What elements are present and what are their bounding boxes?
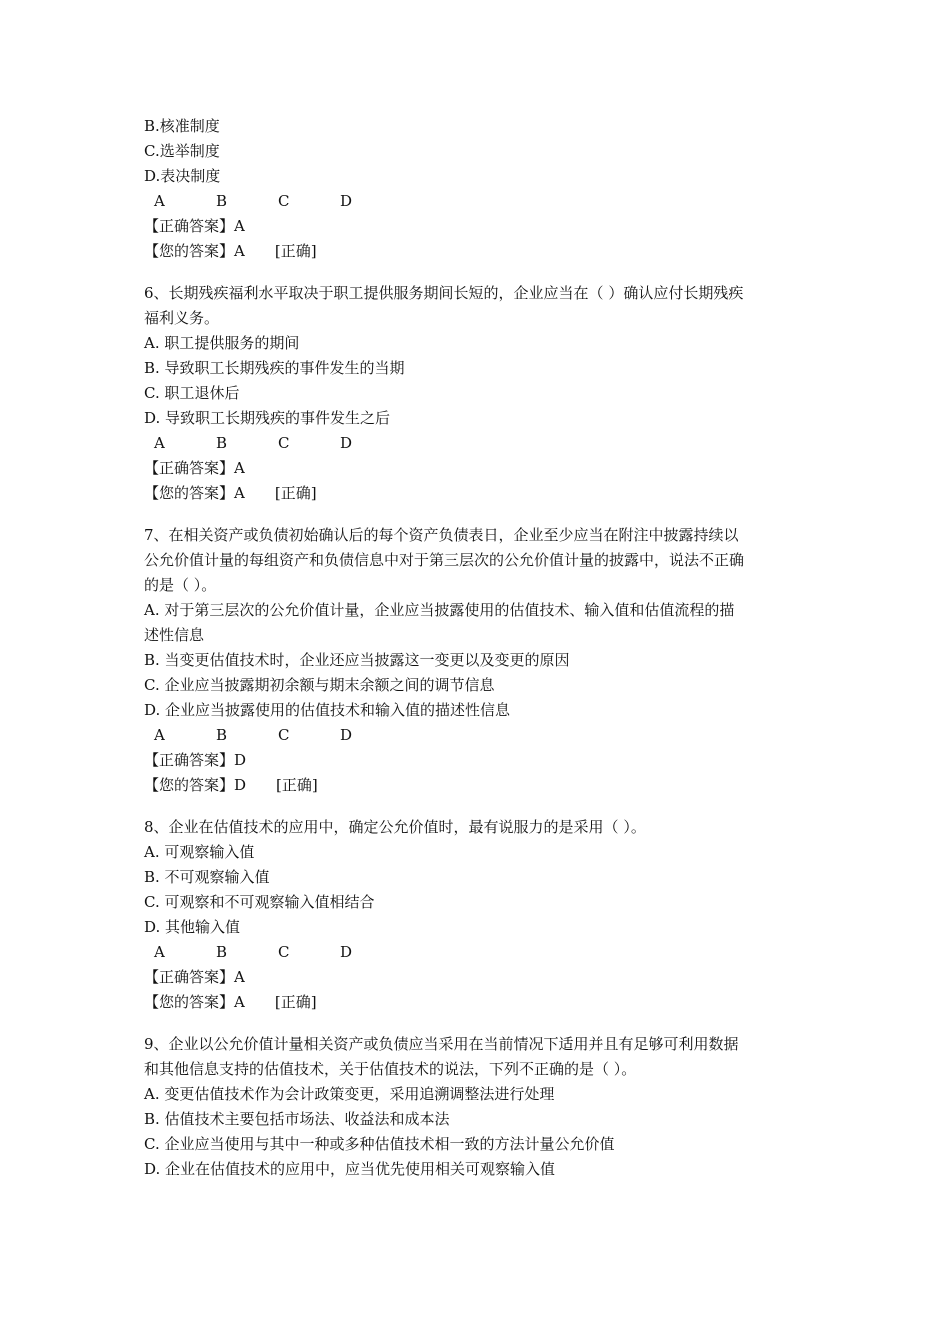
option-a: A. 可观察输入值 [144,843,255,861]
correct-answer-value: D [234,751,247,769]
correct-answer-label: 【正确答案】 [144,751,235,769]
option-d: D. 企业应当披露使用的估值技术和输入值的描述性信息 [144,701,511,719]
option-b: B. 估值技术主要包括市场法、收益法和成本法 [144,1110,450,1128]
your-answer-value: A [234,242,245,260]
option-d: D.表决制度 [144,167,221,185]
correct-answer-label: 【正确答案】 [144,217,235,235]
correct-answer-label: 【正确答案】 [144,459,235,477]
choice-row [144,723,810,748]
your-answer-label: 【您的答案】 [144,242,235,260]
choice-b[interactable]: B [216,434,228,452]
question-8 [144,815,810,1015]
option-b: B. 导致职工长期残疾的事件发生的当期 [144,359,405,377]
answer-status: [正确] [274,484,317,502]
choice-d[interactable]: D [340,943,353,961]
answer-status: [正确] [274,242,317,260]
your-answer-label: 【您的答案】 [144,993,235,1011]
option-b: B. 当变更估值技术时，企业还应当披露这一变更以及变更的原因 [144,651,570,669]
question-stem-line: 公允价值计量的每组资产和负债信息中对于第三层次的公允价值计量的披露中，说法不正确 [144,551,745,569]
correct-answer [144,965,810,990]
your-answer-label: 【您的答案】 [144,776,235,794]
choice-b[interactable]: B [216,726,228,744]
exam-page [144,114,810,1182]
your-answer-value: A [234,993,245,1011]
your-answer [144,481,810,506]
choice-d[interactable]: D [340,434,353,452]
question-5 [144,114,810,264]
correct-answer-value: A [234,217,245,235]
answer-status: [正确] [274,993,317,1011]
choice-c[interactable]: C [278,726,290,744]
choice-row [144,940,810,965]
answer-status: [正确] [276,776,318,794]
choice-a[interactable]: A [154,726,165,744]
option-c: C. 企业应当披露期初余额与期末余额之间的调节信息 [144,676,495,694]
question-stem-line: 6、长期残疾福利水平取决于职工提供服务期间长短的，企业应当在（ ）确认应付长期残疾 [144,284,744,302]
your-answer-value: A [234,484,245,502]
your-answer-label: 【您的答案】 [144,484,235,502]
choice-d[interactable]: D [340,726,353,744]
question-stem-line: 的是（ ）。 [144,576,217,594]
choice-c[interactable]: C [278,192,290,210]
option-a-continued: 述性信息 [144,626,205,644]
question-7 [144,523,810,798]
option-c: C. 可观察和不可观察输入值相结合 [144,893,375,911]
correct-answer-label: 【正确答案】 [144,968,235,986]
correct-answer [144,456,810,481]
correct-answer-value: A [234,459,245,477]
your-answer [144,990,810,1015]
question-9 [144,1032,810,1182]
question-stem-line: 福利义务。 [144,309,220,327]
your-answer [144,239,810,264]
choice-a[interactable]: A [154,943,165,961]
option-c: C. 职工退休后 [144,384,240,402]
correct-answer-value: A [234,968,245,986]
option-a: A. 职工提供服务的期间 [144,334,300,352]
question-6 [144,281,810,506]
option-a: A. 变更估值技术作为会计政策变更，采用追溯调整法进行处理 [144,1085,555,1103]
question-stem-line: 9、企业以公允价值计量相关资产或负债应当采用在当前情况下适用并且有足够可利用数据 [144,1035,739,1053]
question-stem-line: 7、在相关资产或负债初始确认后的每个资产负债表日，企业至少应当在附注中披露持续以 [144,526,739,544]
choice-c[interactable]: C [278,943,290,961]
option-a: A. 对于第三层次的公允价值计量，企业应当披露使用的估值技术、输入值和估值流程的描 [144,601,735,619]
option-d: D. 导致职工长期残疾的事件发生之后 [144,409,391,427]
choice-b[interactable]: B [216,192,228,210]
choice-d[interactable]: D [340,192,353,210]
option-d: D. 其他输入值 [144,918,241,936]
correct-answer [144,214,810,239]
choice-row [144,431,810,456]
option-d: D. 企业在估值技术的应用中，应当优先使用相关可观察输入值 [144,1160,556,1178]
choice-b[interactable]: B [216,943,228,961]
option-b: B. 不可观察输入值 [144,868,270,886]
question-stem-line: 和其他信息支持的估值技术，关于估值技术的说法，下列不正确的是（ ）。 [144,1060,637,1078]
choice-c[interactable]: C [278,434,290,452]
choice-a[interactable]: A [154,192,165,210]
your-answer [144,773,810,798]
choice-a[interactable]: A [154,434,165,452]
option-b: B.核准制度 [144,117,220,135]
your-answer-value: D [234,776,247,794]
question-stem-line: 8、企业在估值技术的应用中，确定公允价值时，最有说服力的是采用（ ）。 [144,818,646,836]
correct-answer [144,748,810,773]
option-c: C.选举制度 [144,142,220,160]
choice-row [144,189,810,214]
option-c: C. 企业应当使用与其中一种或多种估值技术相一致的方法计量公允价值 [144,1135,615,1153]
